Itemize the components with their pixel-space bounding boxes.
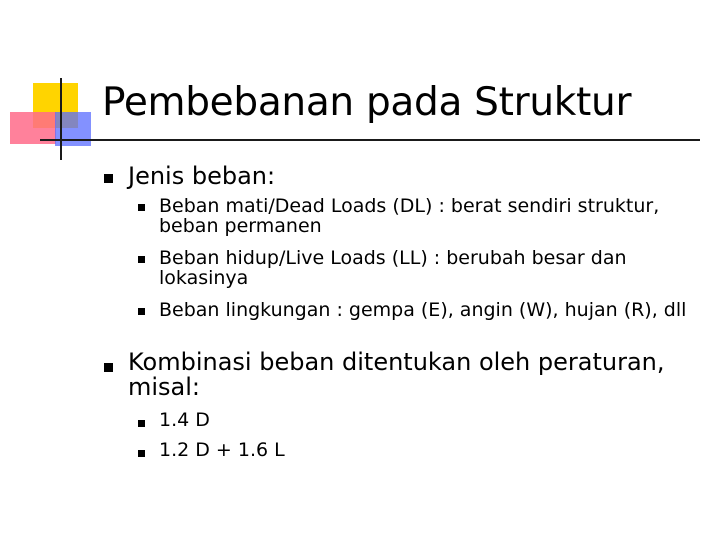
slide-title: Pembebanan pada Struktur [102,80,632,125]
sub-bullet-text: Beban mati/Dead Loads (DL) : berat sendiri struktur, beban permanen [159,195,660,237]
sub-bullet-text: 1.4 D [159,409,210,431]
sub-bullet-marker [138,450,145,457]
title-underline [40,139,700,141]
sub-bullet-marker [138,256,145,263]
sub-bullet-marker [138,204,145,211]
sub-bullet-marker [138,308,145,315]
logo-vertical-line [60,78,62,160]
sub-bullet-marker [138,420,145,427]
bullet-marker [104,174,113,183]
bullet-text: Jenis beban: [128,162,276,190]
sub-bullet-text: Beban hidup/Live Loads (LL) : berubah besar dan lokasinya [159,247,627,289]
sub-bullet-text: Beban lingkungan : gempa (E), angin (W), hujan (R), dll [159,299,687,321]
bullet-text: Kombinasi beban ditentukan oleh peraturan, misal: [128,348,665,401]
sub-bullet-text: 1.2 D + 1.6 L [159,439,285,461]
bullet-marker [104,363,113,372]
